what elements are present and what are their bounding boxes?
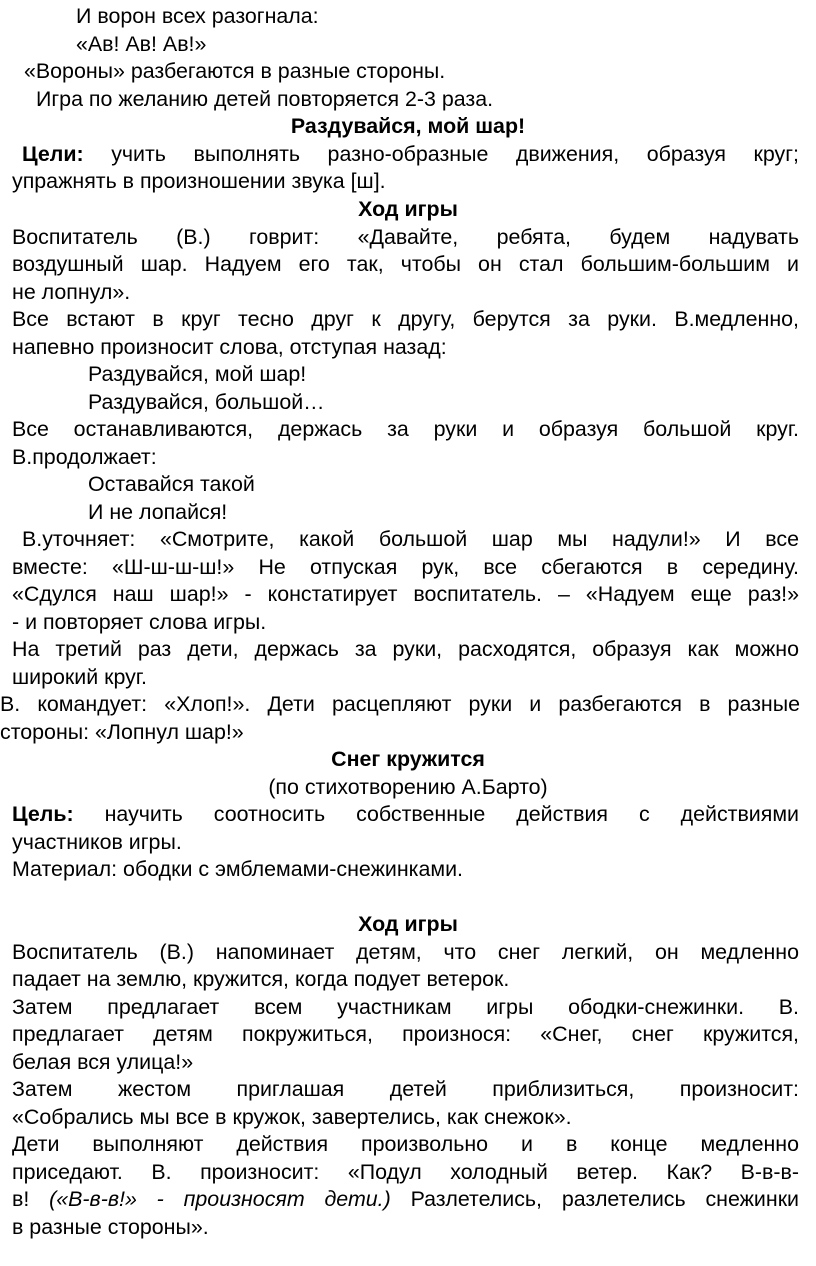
goal-line [12,801,799,828]
text-line: белая вся улица!» [12,1050,194,1074]
text-line: в разные стороны». [12,1215,209,1239]
text-line: Раздувайся, мой шар! [88,362,307,386]
section-heading: Снег кружится [331,747,485,771]
text-line: «Сдулся наш шар!» - констатирует воспитатель. – «Надуем еще раз!» [12,582,799,606]
text-line: Игра по желанию детей повторяется 2-3 раза. [36,87,494,111]
text-line: вместе: «Ш-ш-ш-ш!» Не отпуская рук, все сбегаются в середину. [12,555,799,579]
goal-text: научить соотносить собственные действия с действиями [73,802,799,826]
text-line: Все встают в круг тесно друг к другу, берутся за руки. В.медленно, [12,307,799,331]
text-line: предлагает детям покружиться, произнося: «Снег, снег кружится, [12,1022,799,1046]
text-line: воздушный шар. Надуем его так, чтобы он стал большим-большим и [12,252,799,276]
text-line: Материал: ободки с эмблемами-снежинками. [12,857,463,881]
text-line: широкий круг. [12,665,147,689]
line-start: в! [12,1187,50,1211]
text-line: Затем жестом приглашая детей приблизиться, произносит: [12,1077,799,1101]
text-line: Раздувайся, большой… [88,390,325,414]
section-heading: Ход игры [358,197,458,221]
text-line: Все останавливаются, держась за руки и образуя большой круг. [12,417,799,441]
text-line: И ворон всех разогнала: [76,4,319,28]
text-line: участников игры. [12,830,182,854]
text-line: В.уточняет: «Смотрите, какой большой шар мы надули!» И все [22,527,799,551]
goals-label: Цели: [22,142,84,166]
text-line: падает на землю, кружится, когда подует ветерок. [12,967,510,991]
goal-label: Цель: [12,802,74,826]
section-subheading: (по стихотворению А.Барто) [268,775,548,799]
italic-remark: («В-в-в!» - произносят дети.) [49,1187,391,1211]
text-line: приседают. В. произносит: «Подул холодный ветер. Как? В-в-в- [12,1160,799,1184]
text-line: «Ав! Ав! Ав!» [76,32,207,56]
text-line: Воспитатель (В.) напоминает детям, что снег легкий, он медленно [12,940,799,964]
text-line: И не лопайся! [88,500,228,524]
section-heading: Ход игры [358,912,458,936]
text-line: не лопнул». [12,280,131,304]
text-line: «Вороны» разбегаются в разные стороны. [24,59,446,83]
text-line: Дети выполняют действия произвольно и в конце медленно [12,1132,799,1156]
text-line: стороны: «Лопнул шар!» [0,720,244,744]
text-line: - и повторяет слова игры. [12,610,267,634]
mixed-style-line [12,1186,799,1213]
goals-line [22,141,799,168]
section-heading: Раздувайся, мой шар! [290,114,526,138]
text-line: Оставайся такой [88,472,255,496]
text-line: В.продолжает: [12,445,157,469]
goals-text: учить выполнять разно-образные движения, образуя круг; [83,142,799,166]
text-line: На третий раз дети, держась за руки, расходятся, образуя как можно [12,637,799,661]
text-line: «Собрались мы все в кружок, завертелись, как снежок». [12,1105,572,1129]
text-line: упражнять в произношении звука [ш]. [12,169,386,193]
line-end: Разлетелись, разлетелись снежинки [390,1187,799,1211]
text-line: Затем предлагает всем участникам игры ободки-снежинки. В. [12,995,799,1019]
text-line: Воспитатель (В.) говрит: «Давайте, ребята, будем надувать [12,225,799,249]
text-line: напевно произносит слова, отступая назад: [12,335,447,359]
text-line: В. командует: «Хлоп!». Дети расцепляют руки и разбегаются в разные [0,692,800,716]
